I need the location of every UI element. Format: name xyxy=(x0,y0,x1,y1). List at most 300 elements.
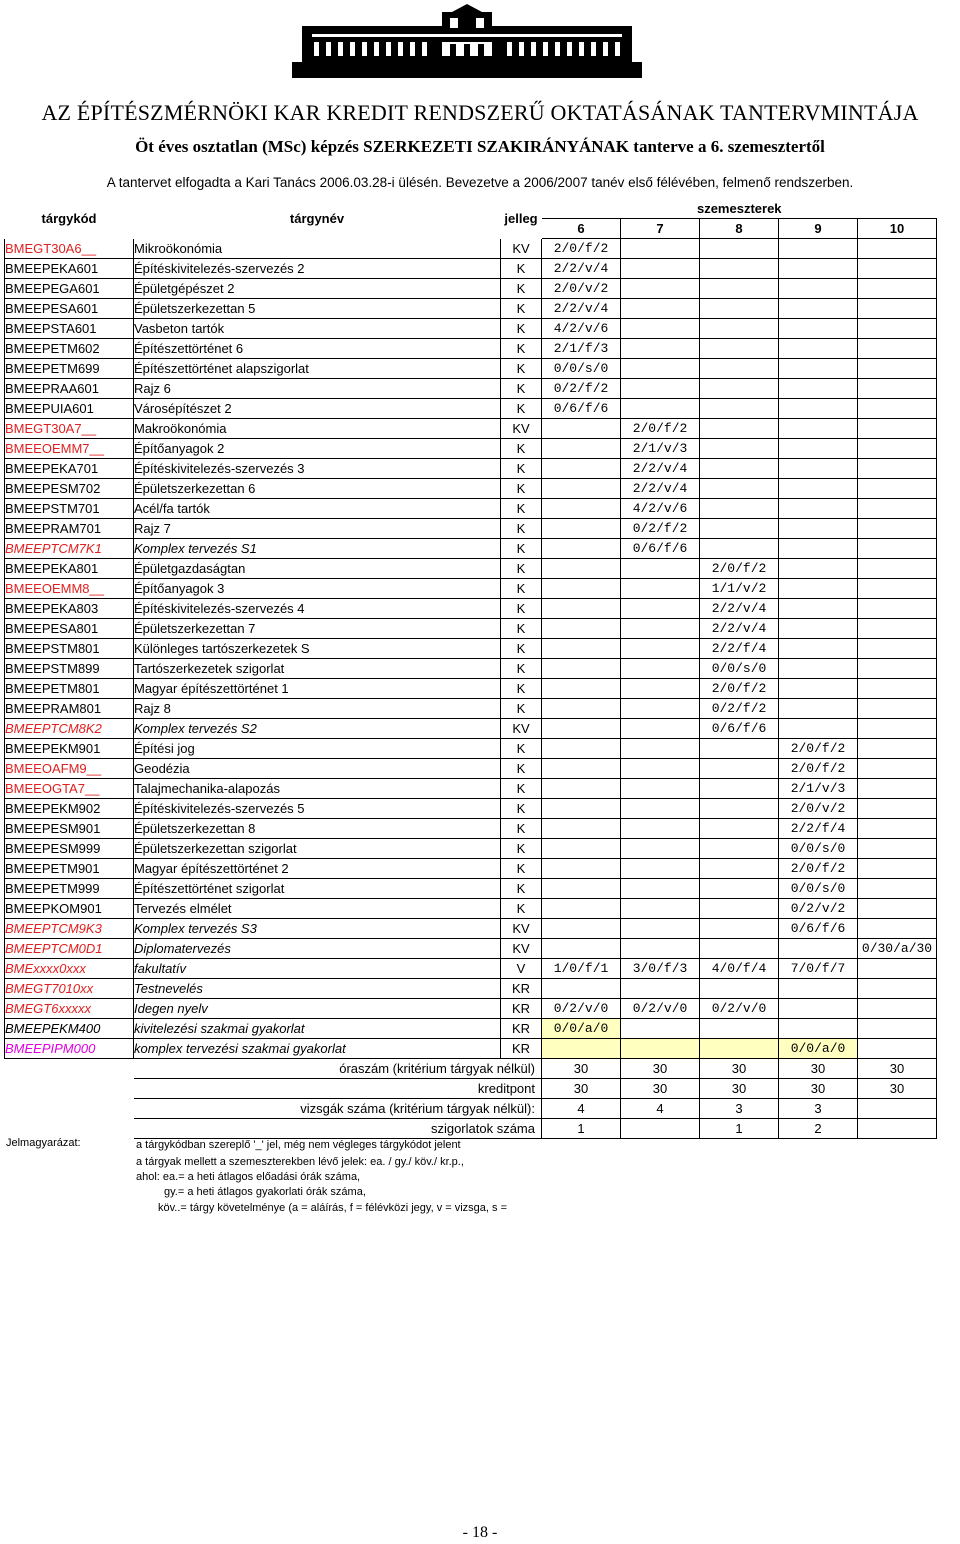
semester-cell xyxy=(621,898,700,918)
semester-cell xyxy=(779,1018,858,1038)
course-type: KV xyxy=(501,238,542,258)
course-type: K xyxy=(501,798,542,818)
course-name: Vasbeton tartók xyxy=(134,318,501,338)
summary-value xyxy=(621,1118,700,1138)
semester-cell xyxy=(858,818,937,838)
course-name: Komplex tervezés S2 xyxy=(134,718,501,738)
semester-cell: 2/2/v/4 xyxy=(700,598,779,618)
summary-value: 3 xyxy=(700,1098,779,1118)
semester-cell: 2/0/v/2 xyxy=(779,798,858,818)
semester-cell xyxy=(700,498,779,518)
summary-value: 30 xyxy=(779,1058,858,1078)
semester-cell xyxy=(858,618,937,638)
course-name: Épületszerkezettan 8 xyxy=(134,818,501,838)
semester-cell xyxy=(779,598,858,618)
table-row xyxy=(5,718,937,738)
semester-cell xyxy=(621,878,700,898)
summary-row xyxy=(5,1098,937,1118)
semester-cell xyxy=(621,738,700,758)
course-type: K xyxy=(501,758,542,778)
semester-cell: 0/2/f/2 xyxy=(542,378,621,398)
semester-cell xyxy=(621,718,700,738)
semester-cell: 2/2/v/4 xyxy=(700,618,779,638)
course-name: Testnevelés xyxy=(134,978,501,998)
semester-cell: 1/1/v/2 xyxy=(700,578,779,598)
legend-line: köv..= tárgy követelménye (a = aláírás, f = félévközi jegy, v = vizsga, s = xyxy=(158,1202,508,1214)
legend-line: gy.= a heti átlagos gyakorlati órák száma, xyxy=(164,1186,366,1198)
course-code: BMEEPRAA601 xyxy=(5,378,134,398)
semester-cell xyxy=(542,478,621,498)
table-row xyxy=(5,598,937,618)
table-row xyxy=(5,338,937,358)
semester-cell xyxy=(542,578,621,598)
summary-label: szigorlatok száma xyxy=(134,1118,542,1138)
summary-value: 30 xyxy=(779,1078,858,1098)
course-code: BMEEPESA601 xyxy=(5,298,134,318)
semester-cell xyxy=(858,358,937,378)
course-name: Mikroökonómia xyxy=(134,238,501,258)
semester-cell xyxy=(858,398,937,418)
course-name: Építési jog xyxy=(134,738,501,758)
table-row xyxy=(5,798,937,818)
semester-cell xyxy=(858,338,937,358)
semester-cell: 7/0/f/7 xyxy=(779,958,858,978)
semester-cell: 0/2/v/2 xyxy=(779,898,858,918)
semester-cell xyxy=(858,378,937,398)
table-row xyxy=(5,458,937,478)
semester-cell xyxy=(621,338,700,358)
semester-cell xyxy=(542,758,621,778)
semester-cell xyxy=(858,918,937,938)
course-code: BMEEOGTA7__ xyxy=(5,778,134,798)
course-name: fakultatív xyxy=(134,958,501,978)
course-type: K xyxy=(501,858,542,878)
semester-cell xyxy=(858,998,937,1018)
semester-cell xyxy=(621,658,700,678)
semester-cell xyxy=(858,958,937,978)
course-type: K xyxy=(501,438,542,458)
course-code: BMEGT30A6__ xyxy=(5,238,134,258)
semester-cell xyxy=(858,738,937,758)
semester-cell xyxy=(858,578,937,598)
semester-cell xyxy=(700,298,779,318)
table-row xyxy=(5,918,937,938)
semester-cell xyxy=(779,318,858,338)
semester-cell xyxy=(700,458,779,478)
semester-cell xyxy=(700,818,779,838)
semester-cell: 0/0/s/0 xyxy=(779,838,858,858)
semester-cell: 1/0/f/1 xyxy=(542,958,621,978)
page-title: AZ ÉPÍTÉSZMÉRNÖKI KAR KREDIT RENDSZERŰ OKTATÁSÁNAK TANTERVMINTÁJA xyxy=(41,100,919,125)
semester-cell: 0/0/a/0 xyxy=(542,1018,621,1038)
summary-value: 30 xyxy=(621,1058,700,1078)
course-type: K xyxy=(501,498,542,518)
course-name: Idegen nyelv xyxy=(134,998,501,1018)
summary-value: 30 xyxy=(700,1078,779,1098)
summary-label: óraszám (kritérium tárgyak nélkül) xyxy=(134,1058,542,1078)
table-row xyxy=(5,238,937,258)
course-type: KR xyxy=(501,998,542,1018)
semester-cell xyxy=(621,298,700,318)
semester-cell xyxy=(700,738,779,758)
course-code: BMEEPKOM901 xyxy=(5,898,134,918)
course-name: Különleges tartószerkezetek S xyxy=(134,638,501,658)
semester-cell xyxy=(858,418,937,438)
table-row xyxy=(5,858,937,878)
semester-cell: 2/0/v/2 xyxy=(542,278,621,298)
semester-cell xyxy=(700,238,779,258)
semester-cell: 4/2/v/6 xyxy=(621,498,700,518)
semester-cell xyxy=(779,658,858,678)
table-row xyxy=(5,538,937,558)
semester-cell xyxy=(700,538,779,558)
semester-cell xyxy=(621,318,700,338)
course-type: K xyxy=(501,698,542,718)
semester-cell: 2/2/v/4 xyxy=(621,458,700,478)
course-code: BMEEPEGA601 xyxy=(5,278,134,298)
table-row xyxy=(5,318,937,338)
curriculum-table xyxy=(4,198,937,1139)
semester-cell xyxy=(700,518,779,538)
summary-value: 4 xyxy=(621,1098,700,1118)
semester-cell xyxy=(858,258,937,278)
summary-value: 3 xyxy=(779,1098,858,1118)
course-type: K xyxy=(501,618,542,638)
course-code: BMEEPETM699 xyxy=(5,358,134,378)
summary-value: 30 xyxy=(542,1078,621,1098)
semester-cell xyxy=(779,458,858,478)
semester-cell xyxy=(700,758,779,778)
semester-cell xyxy=(621,558,700,578)
course-code: BMEEPESM999 xyxy=(5,838,134,858)
semester-cell xyxy=(858,1018,937,1038)
semester-cell xyxy=(858,478,937,498)
summary-value: 2 xyxy=(779,1118,858,1138)
course-name: Rajz 8 xyxy=(134,698,501,718)
legend-line: ahol: ea.= a heti átlagos előadási órák száma, xyxy=(136,1171,361,1183)
semester-cell xyxy=(621,938,700,958)
course-name: Építészettörténet 6 xyxy=(134,338,501,358)
semester-cell xyxy=(621,378,700,398)
semester-cell xyxy=(542,778,621,798)
course-code: BMEEPETM801 xyxy=(5,678,134,698)
semester-cell xyxy=(858,638,937,658)
semester-cell xyxy=(542,978,621,998)
course-type: KV xyxy=(501,718,542,738)
course-code: BMEEPSTM899 xyxy=(5,658,134,678)
table-row xyxy=(5,498,937,518)
course-code: BMEEPTCM8K2 xyxy=(5,718,134,738)
course-code: BMEEPSTM701 xyxy=(5,498,134,518)
course-name: Diplomatervezés xyxy=(134,938,501,958)
summary-value: 30 xyxy=(858,1078,937,1098)
semester-cell xyxy=(779,978,858,998)
semester-cell xyxy=(779,418,858,438)
course-type: K xyxy=(501,258,542,278)
course-type: K xyxy=(501,318,542,338)
semester-cell: 2/2/f/4 xyxy=(700,638,779,658)
semester-cell xyxy=(779,518,858,538)
semester-cell xyxy=(542,898,621,918)
semester-cell xyxy=(621,278,700,298)
table-row xyxy=(5,438,937,458)
semester-cell xyxy=(542,698,621,718)
semester-cell xyxy=(542,918,621,938)
course-type: K xyxy=(501,678,542,698)
semester-cell xyxy=(542,418,621,438)
table-row xyxy=(5,358,937,378)
semester-number: 7 xyxy=(621,218,700,238)
semester-cell xyxy=(621,578,700,598)
semester-cell xyxy=(700,398,779,418)
course-name: Geodézia xyxy=(134,758,501,778)
semester-cell: 0/2/f/2 xyxy=(621,518,700,538)
course-code: BMEEPETM901 xyxy=(5,858,134,878)
semester-cell xyxy=(858,238,937,258)
adoption-note: A tantervet elfogadta a Kari Tanács 2006.03.28-i ülésén. Bevezetve a 2006/2007 tanév első félévében, felmenő rendszerben. xyxy=(106,175,854,190)
semester-cell xyxy=(621,638,700,658)
semester-cell xyxy=(621,1038,700,1058)
semester-cell: 0/2/v/0 xyxy=(621,998,700,1018)
semester-cell xyxy=(779,238,858,258)
course-name: Épületgazdaságtan xyxy=(134,558,501,578)
semester-cell xyxy=(621,858,700,878)
semester-cell xyxy=(700,878,779,898)
semester-cell xyxy=(621,398,700,418)
semester-cell: 2/1/v/3 xyxy=(779,778,858,798)
semester-cell xyxy=(700,318,779,338)
course-code: BMExxxx0xxx xyxy=(5,958,134,978)
semester-cell xyxy=(858,498,937,518)
table-row xyxy=(5,418,937,438)
course-name: Építészettörténet szigorlat xyxy=(134,878,501,898)
semester-number: 10 xyxy=(858,218,937,238)
course-name: Talajmechanika-alapozás xyxy=(134,778,501,798)
semester-cell: 0/6/f/6 xyxy=(542,398,621,418)
course-type: K xyxy=(501,738,542,758)
semester-cell: 2/2/v/4 xyxy=(621,478,700,498)
semester-cell: 0/0/s/0 xyxy=(542,358,621,378)
table-row xyxy=(5,578,937,598)
semester-cell xyxy=(621,358,700,378)
semester-cell xyxy=(779,678,858,698)
semester-cell xyxy=(621,678,700,698)
course-code: BMEEPETM999 xyxy=(5,878,134,898)
semester-cell: 2/0/f/2 xyxy=(542,238,621,258)
semester-cell xyxy=(621,1018,700,1038)
semester-cell xyxy=(700,258,779,278)
semester-cell xyxy=(542,518,621,538)
semester-cell xyxy=(700,838,779,858)
semester-cell xyxy=(858,538,937,558)
semester-cell xyxy=(858,298,937,318)
table-row xyxy=(5,638,937,658)
course-name: Építéskivitelezés-szervezés 2 xyxy=(134,258,501,278)
university-building-logo xyxy=(292,4,642,78)
semester-cell xyxy=(779,578,858,598)
semester-cell xyxy=(621,598,700,618)
course-name: Rajz 6 xyxy=(134,378,501,398)
semester-cell xyxy=(779,358,858,378)
course-name: Épületszerkezettan 6 xyxy=(134,478,501,498)
semester-cell: 2/0/f/2 xyxy=(700,678,779,698)
semester-number: 9 xyxy=(779,218,858,238)
semester-cell xyxy=(779,618,858,638)
course-type: K xyxy=(501,838,542,858)
semester-cell xyxy=(542,538,621,558)
semester-cell xyxy=(621,798,700,818)
summary-spacer xyxy=(5,1078,134,1098)
semester-cell: 0/30/a/30 xyxy=(858,938,937,958)
semester-cell xyxy=(700,438,779,458)
semester-cell xyxy=(779,558,858,578)
course-type: KR xyxy=(501,1018,542,1038)
header-name: tárgynév xyxy=(289,210,345,226)
course-type: K xyxy=(501,878,542,898)
summary-label: vizsgák száma (kritérium tárgyak nélkül): xyxy=(134,1098,542,1118)
semester-cell xyxy=(542,438,621,458)
semester-cell xyxy=(700,1018,779,1038)
course-code: BMEEPESM901 xyxy=(5,818,134,838)
semester-cell: 2/1/f/3 xyxy=(542,338,621,358)
semester-cell xyxy=(542,618,621,638)
semester-number: 6 xyxy=(542,218,621,238)
semester-cell xyxy=(779,638,858,658)
semester-cell xyxy=(779,718,858,738)
semester-cell xyxy=(542,498,621,518)
table-row xyxy=(5,518,937,538)
course-code: BMEEPUIA601 xyxy=(5,398,134,418)
semester-cell: 3/0/f/3 xyxy=(621,958,700,978)
table-row xyxy=(5,758,937,778)
semester-cell xyxy=(779,398,858,418)
course-code: BMEEPEKA601 xyxy=(5,258,134,278)
semester-cell: 4/0/f/4 xyxy=(700,958,779,978)
course-type: K xyxy=(501,338,542,358)
table-row xyxy=(5,478,937,498)
semester-cell xyxy=(858,458,937,478)
semester-cell: 2/0/f/2 xyxy=(621,418,700,438)
course-name: Acél/fa tartók xyxy=(134,498,501,518)
table-row xyxy=(5,698,937,718)
semester-cell: 2/0/f/2 xyxy=(779,738,858,758)
semester-cell: 2/2/f/4 xyxy=(779,818,858,838)
summary-spacer xyxy=(5,1098,134,1118)
course-code: BMEEOAFM9__ xyxy=(5,758,134,778)
semester-cell xyxy=(858,758,937,778)
semester-cell xyxy=(858,318,937,338)
semester-cell xyxy=(542,598,621,618)
semester-cell: 0/2/v/0 xyxy=(700,998,779,1018)
course-name: Építéskivitelezés-szervezés 4 xyxy=(134,598,501,618)
semester-cell xyxy=(700,898,779,918)
semester-cell xyxy=(858,518,937,538)
course-code: BMEEPEKA701 xyxy=(5,458,134,478)
semester-cell: 0/0/a/0 xyxy=(779,1038,858,1058)
course-name: Rajz 7 xyxy=(134,518,501,538)
course-code: BMEEPRAM701 xyxy=(5,518,134,538)
semester-cell xyxy=(700,278,779,298)
course-code: BMEEPIPM000 xyxy=(5,1038,134,1058)
course-type: K xyxy=(501,358,542,378)
semester-cell xyxy=(621,618,700,638)
semester-cell xyxy=(700,778,779,798)
course-name: komplex tervezési szakmai gyakorlat xyxy=(134,1038,501,1058)
table-row xyxy=(5,978,937,998)
semester-cell xyxy=(542,838,621,858)
course-name: Építéskivitelezés-szervezés 3 xyxy=(134,458,501,478)
course-code: BMEEPEKM902 xyxy=(5,798,134,818)
table-row xyxy=(5,618,937,638)
table-row xyxy=(5,998,937,1018)
course-type: K xyxy=(501,298,542,318)
legend-line: a tárgykódban szereplő '_' jel, még nem végleges tárgykódot jelent xyxy=(136,1139,461,1151)
semester-cell xyxy=(621,918,700,938)
semester-cell xyxy=(542,938,621,958)
table-row xyxy=(5,738,937,758)
course-name: Építőanyagok 3 xyxy=(134,578,501,598)
semester-cell xyxy=(700,1038,779,1058)
summary-value xyxy=(858,1098,937,1118)
semester-cell xyxy=(621,818,700,838)
course-type: K xyxy=(501,458,542,478)
semester-cell: 0/6/f/6 xyxy=(779,918,858,938)
course-name: Tartószerkezetek szigorlat xyxy=(134,658,501,678)
header-type: jelleg xyxy=(504,210,538,226)
semester-cell xyxy=(542,458,621,478)
semester-cell xyxy=(700,858,779,878)
table-row xyxy=(5,818,937,838)
course-code: BMEEOEMM8__ xyxy=(5,578,134,598)
course-type: K xyxy=(501,898,542,918)
semester-cell xyxy=(858,598,937,618)
table-row xyxy=(5,658,937,678)
semester-cell xyxy=(700,418,779,438)
semester-cell xyxy=(621,698,700,718)
summary-value: 30 xyxy=(621,1078,700,1098)
course-name: Építőanyagok 2 xyxy=(134,438,501,458)
summary-spacer xyxy=(5,1118,134,1138)
semester-cell xyxy=(542,638,621,658)
course-code: BMEEPESA801 xyxy=(5,618,134,638)
semester-cell: 2/0/f/2 xyxy=(779,758,858,778)
semester-cell xyxy=(700,338,779,358)
course-type: K xyxy=(501,638,542,658)
semester-cell xyxy=(779,378,858,398)
course-code: BMEEPEKM901 xyxy=(5,738,134,758)
course-type: K xyxy=(501,558,542,578)
semester-cell xyxy=(700,378,779,398)
table-row xyxy=(5,938,937,958)
semester-cell xyxy=(858,878,937,898)
semester-cell xyxy=(542,798,621,818)
semester-cell: 0/0/s/0 xyxy=(779,878,858,898)
semester-cell xyxy=(858,438,937,458)
table-row xyxy=(5,298,937,318)
semester-cell xyxy=(700,938,779,958)
semester-cell xyxy=(542,738,621,758)
summary-value: 30 xyxy=(542,1058,621,1078)
semester-cell xyxy=(700,358,779,378)
summary-row xyxy=(5,1078,937,1098)
summary-value: 30 xyxy=(858,1058,937,1078)
course-code: BMEEOEMM7__ xyxy=(5,438,134,458)
course-type: K xyxy=(501,658,542,678)
course-type: V xyxy=(501,958,542,978)
summary-value xyxy=(858,1118,937,1138)
table-row xyxy=(5,778,937,798)
semester-cell xyxy=(779,478,858,498)
